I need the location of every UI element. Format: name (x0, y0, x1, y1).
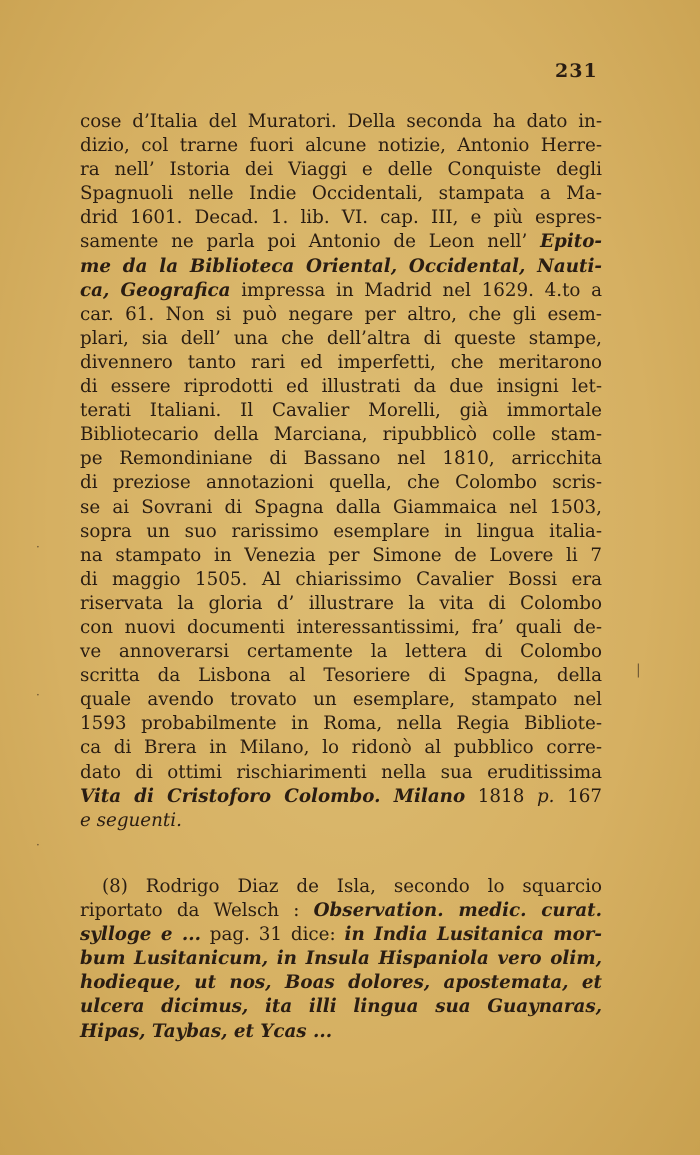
text-line: bum Lusitanicum, in Insula Hispaniola vero olim, (80, 948, 602, 970)
text-line: car. 61. Non si può negare per altro, che gli esem- (80, 303, 602, 325)
text-line: dizio, col trarne fuori alcune notizie, Antonio Herre- (80, 135, 602, 157)
text-line: na stampato in Venezia per Simone de Lovere li 7 (80, 544, 602, 566)
note-paragraph-1 (80, 110, 602, 833)
margin-mark: · (36, 540, 40, 554)
italic-title: Epito- (540, 231, 602, 253)
text-line: Spagnuoli nelle Indie Occidentali, stampata a Ma- (80, 183, 602, 205)
text-line: drid 1601. Decad. 1. lib. VI. cap. III, e più espres- (80, 207, 602, 229)
text-line: samente ne parla poi Antonio de Leon nell’ Epito- (80, 231, 602, 253)
italic-title: Observation. medic. curat. (313, 900, 602, 922)
italic-title: Vita di Cristoforo Colombo. Milano (80, 785, 466, 807)
text-line: Hipas, Taybas, et Ycas ... (80, 1020, 333, 1042)
page-number: 231 (555, 60, 598, 82)
text-line: scritta da Lisbona al Tesoriere di Spagna, della (80, 665, 602, 687)
text-line: sylloge e ... pag. 31 dice: in India Lusitanica mor- (80, 924, 603, 946)
note-paragraph-2 (80, 875, 602, 1044)
text-line: Vita di Cristoforo Colombo. Milano 1818 p. 167 (80, 785, 602, 807)
text-line: di maggio 1505. Al chiarissimo Cavalier Bossi era (80, 568, 602, 590)
text-line: dato di ottimi rischiarimenti nella sua eruditissima (80, 761, 602, 783)
text-line: ve annoverarsi certamente la lettera di Colombo (80, 641, 602, 663)
text-line: (8) Rodrigo Diaz de Isla, secondo lo squarcio (102, 876, 602, 897)
text-line: 1593 probabilmente in Roma, nella Regia Bibliote- (80, 713, 602, 735)
text-line: sopra un suo rarissimo esemplare in lingua italia- (80, 520, 602, 542)
text-line: plari, sia dell’ una che dell’altra di queste stampe, (80, 327, 602, 349)
text-line: se ai Sovrani di Spagna dalla Giammaica nel 1503, (80, 496, 602, 518)
text-line (80, 255, 602, 279)
text-line: di essere riprodotti ed illustrati da due insigni let- (80, 376, 602, 398)
margin-mark: | (636, 662, 641, 678)
text-line: di preziose annotazioni quella, che Colombo scris- (80, 472, 602, 494)
text-line: riservata la gloria d’ illustrare la vita di Colombo (80, 592, 602, 614)
text-line: divennero tanto rari ed imperfetti, che meritarono (80, 351, 602, 373)
text-line: Bibliotecario della Marciana, ripubblicò colle stam- (80, 424, 602, 446)
italic-title: ca, Geografica (80, 279, 231, 301)
italic-title: me da la Biblioteca Oriental, Occidental, Nauti- (80, 255, 602, 277)
text-line: riportato da Welsch : Observation. medic. curat. (80, 900, 602, 922)
margin-mark: · (36, 688, 40, 702)
text-line: quale avendo trovato un esemplare, stampato nel (80, 689, 602, 711)
text-line: e seguenti. (80, 809, 182, 831)
text-line: ca, Geografica impressa in Madrid nel 1629. 4.to a (80, 279, 602, 301)
text-line: ulcera dicimus, ita illi lingua sua Guaynaras, (80, 996, 602, 1018)
text-line: con nuovi documenti interessantissimi, fra’ quali de- (80, 616, 602, 638)
text-line: pe Remondiniane di Bassano nel 1810, arricchita (80, 448, 602, 470)
text-line: ca di Brera in Milano, lo ridonò al pubblico corre- (80, 737, 602, 759)
text-line: hodieque, ut nos, Boas dolores, apostemata, et (80, 972, 602, 994)
text-line: terati Italiani. Il Cavalier Morelli, già immortale (80, 400, 602, 422)
text-line: cose d’Italia del Muratori. Della seconda ha dato in- (80, 111, 602, 132)
text-line: ra nell’ Istoria dei Viaggi e delle Conquiste degli (80, 159, 602, 181)
margin-mark: · (36, 838, 40, 852)
